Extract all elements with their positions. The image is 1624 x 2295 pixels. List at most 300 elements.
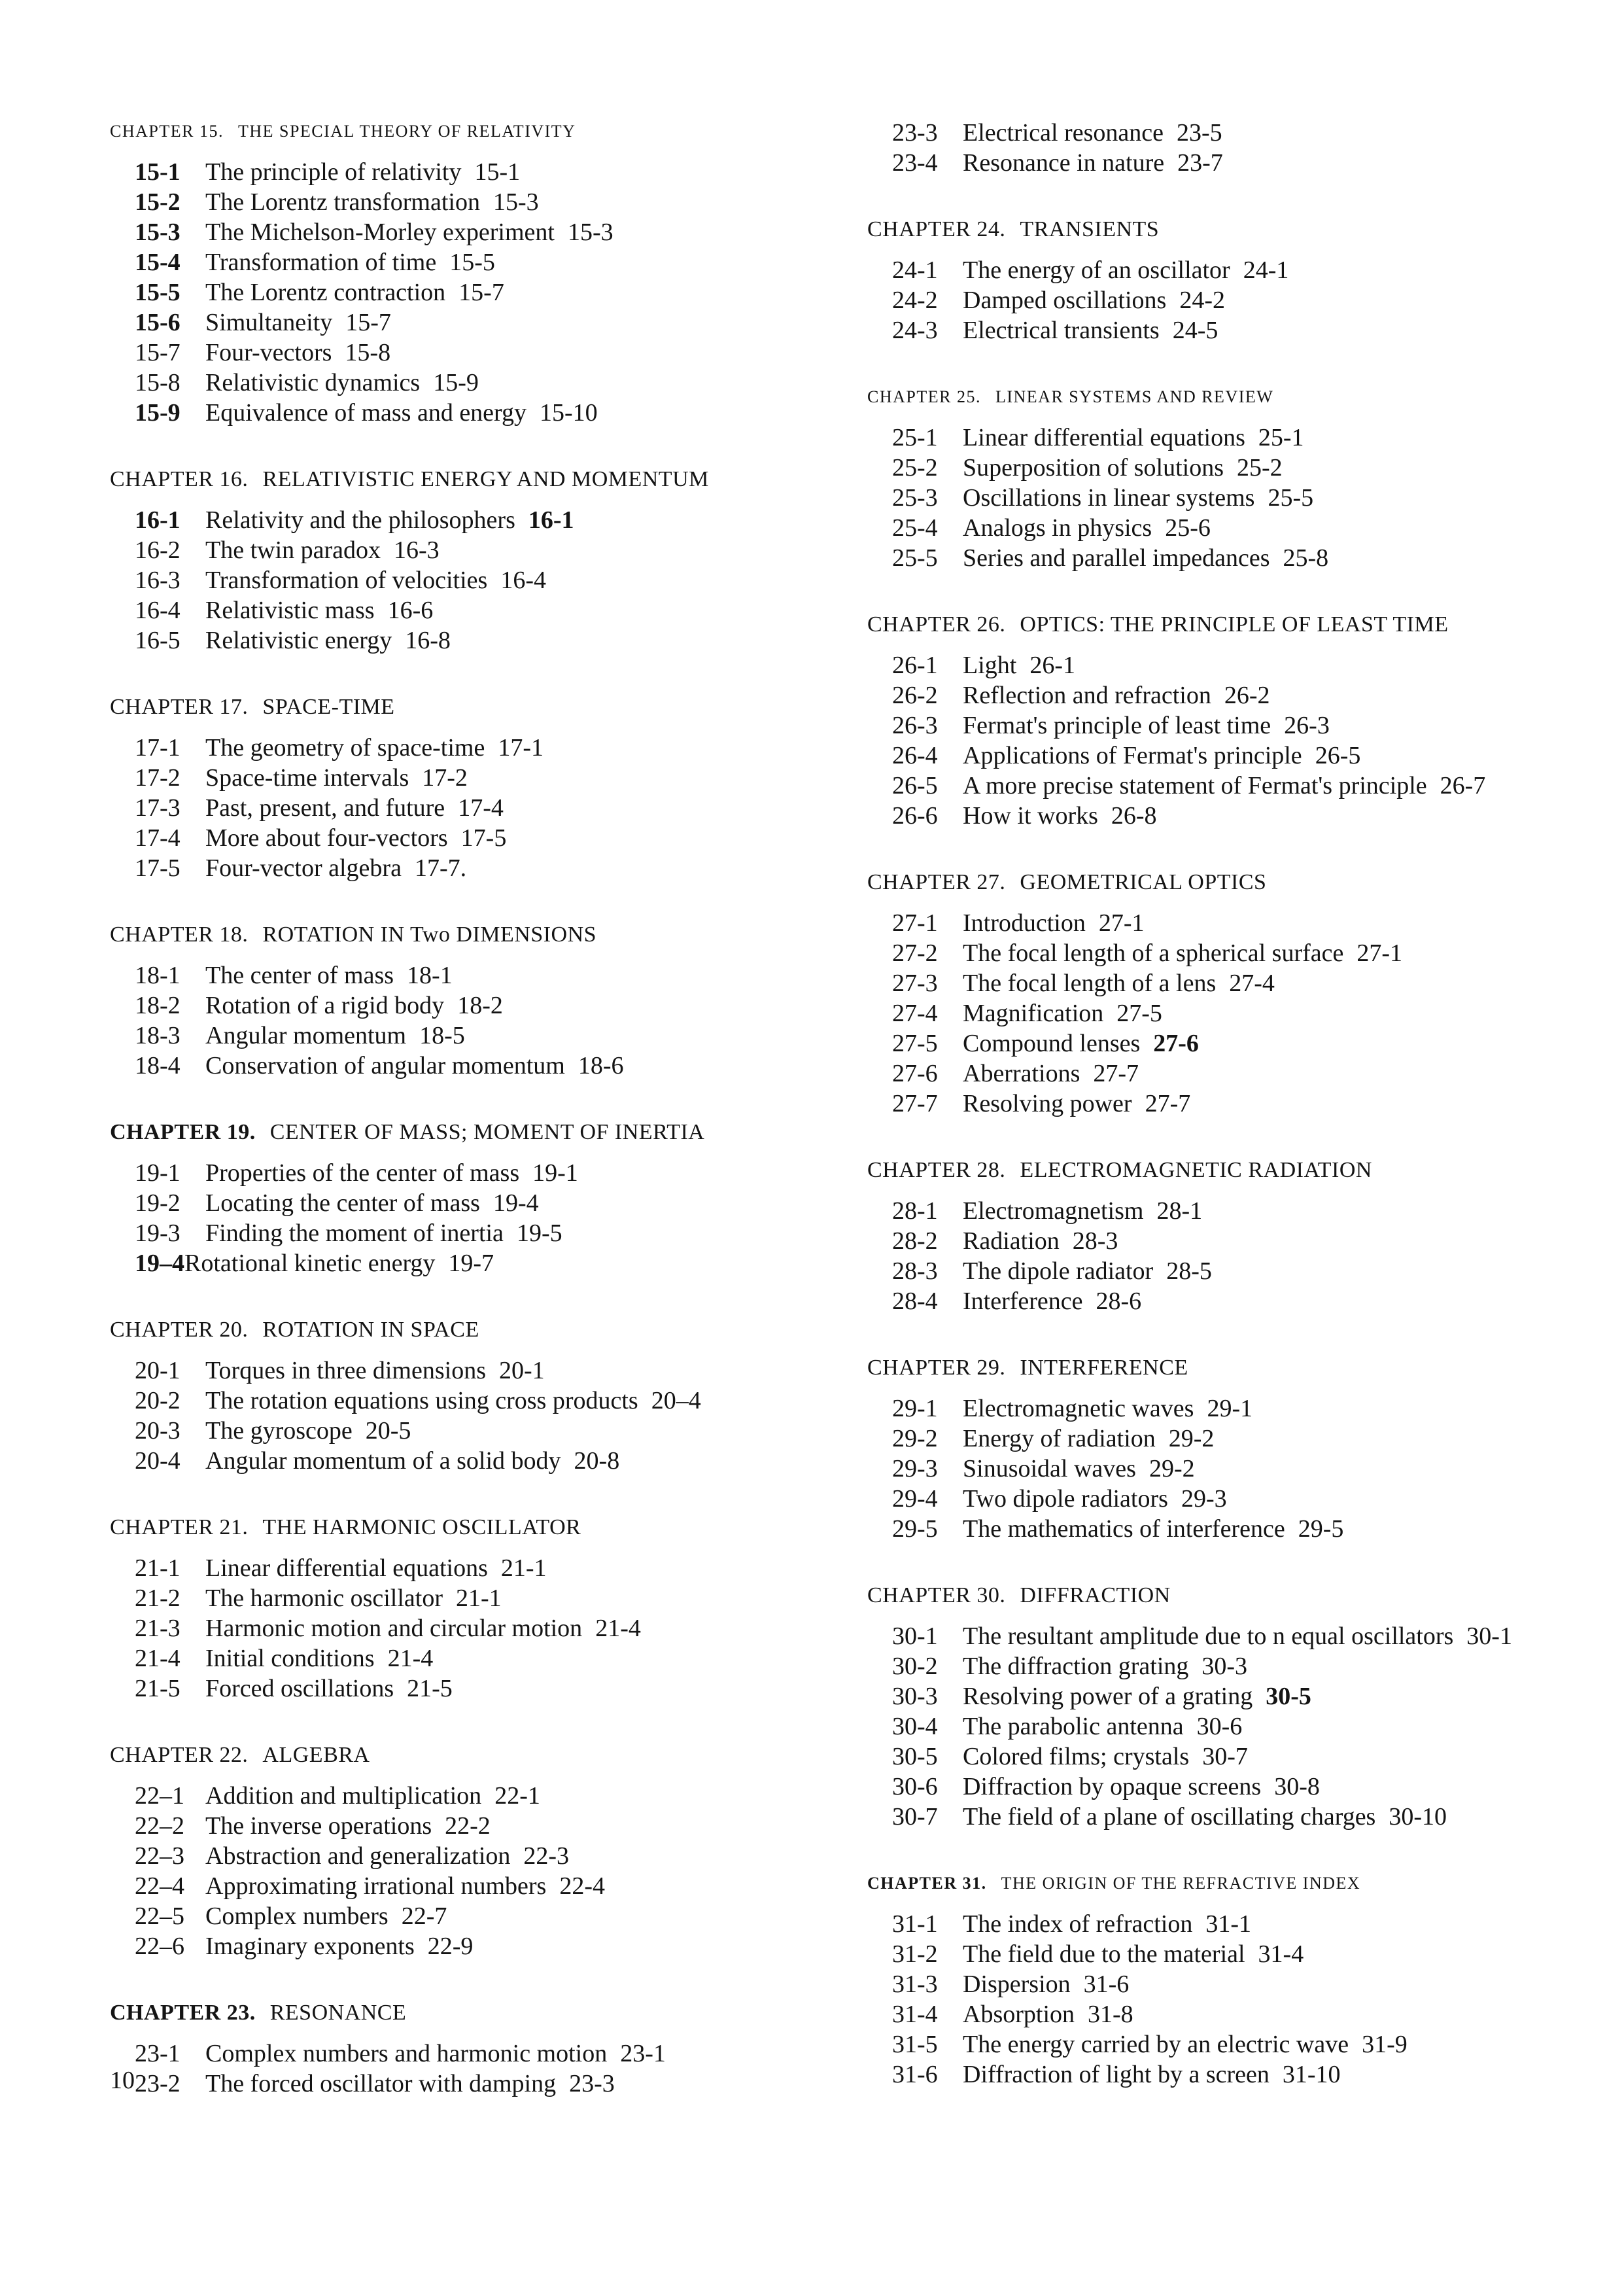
section-number: 26-5 xyxy=(892,772,938,799)
section-title: Interference xyxy=(963,1288,1083,1315)
section-page: 19-7 xyxy=(448,1250,494,1277)
section-page: 17-2 xyxy=(422,764,468,792)
section-page: 27-5 xyxy=(1116,1000,1162,1027)
section-page: 25-8 xyxy=(1283,544,1329,572)
section-title: Electrical resonance xyxy=(963,119,1164,147)
section-title: Imaginary exponents xyxy=(205,1933,415,1960)
section-title: Transformation of velocities xyxy=(205,567,488,594)
section-number: 15-7 xyxy=(135,339,181,366)
section-page: 31-10 xyxy=(1282,2061,1341,2088)
section-page: 28-1 xyxy=(1156,1197,1203,1225)
section-page: 15-10 xyxy=(540,399,598,427)
section-page: 25-2 xyxy=(1237,454,1283,482)
toc-entry xyxy=(892,1651,1624,1681)
section-number: 26-3 xyxy=(892,712,938,739)
chapter-block xyxy=(867,1582,1624,1832)
section-title: Angular momentum of a solid body xyxy=(205,1447,561,1475)
section-title: Locating the center of mass xyxy=(205,1189,480,1217)
section-title: Diffraction of light by a screen xyxy=(963,2061,1270,2088)
section-title: Transformation of time xyxy=(205,249,437,276)
section-title: The focal length of a spherical surface xyxy=(963,939,1344,967)
toc-entry xyxy=(892,1286,1624,1316)
toc-entry xyxy=(892,2059,1624,2090)
toc-entry xyxy=(892,2029,1624,2059)
section-title: Past, present, and future xyxy=(205,794,445,822)
section-page: 23-7 xyxy=(1177,149,1223,177)
toc-entry xyxy=(892,1802,1624,1832)
toc-entry xyxy=(892,771,1624,801)
section-title: Light xyxy=(963,652,1017,679)
section-number: 24-1 xyxy=(892,256,938,284)
section-number: 31-2 xyxy=(892,1940,938,1968)
section-number: 21-4 xyxy=(135,1645,181,1672)
section-list xyxy=(110,157,869,428)
toc-entry xyxy=(135,1643,869,1673)
toc-entry xyxy=(892,453,1624,483)
toc-entry xyxy=(135,217,869,247)
section-page: 22-2 xyxy=(445,1812,491,1840)
section-number: 15-2 xyxy=(135,188,181,216)
chapter-title: THE ORIGIN OF THE REFRACTIVE INDEX xyxy=(1001,1874,1361,1893)
chapter-heading xyxy=(110,693,869,721)
section-title: Four-vector algebra xyxy=(205,854,402,882)
section-title: The principle of relativity xyxy=(205,158,462,186)
section-number: 23-3 xyxy=(892,119,938,147)
toc-entry xyxy=(892,1226,1624,1256)
chapter-title: ELECTROMAGNETIC RADIATION xyxy=(1020,1158,1372,1182)
section-number: 23-1 xyxy=(135,2040,181,2067)
toc-entry xyxy=(135,187,869,217)
toc-entry xyxy=(892,1939,1624,1969)
section-title: The harmonic oscillator xyxy=(205,1585,443,1612)
section-page: 31-4 xyxy=(1258,1940,1304,1968)
section-title: The Lorentz transformation xyxy=(205,188,480,216)
chapter-title: SPACE-TIME xyxy=(262,695,395,719)
section-page: 26-1 xyxy=(1029,652,1075,679)
section-number: 15-4 xyxy=(135,249,181,276)
section-page: 15-3 xyxy=(567,219,613,246)
toc-entry xyxy=(135,1158,869,1188)
section-title: The twin paradox xyxy=(205,536,381,564)
section-title: The center of mass xyxy=(205,962,394,989)
section-number: 20-4 xyxy=(135,1447,181,1475)
toc-entry xyxy=(892,315,1624,345)
toc-entry xyxy=(135,853,869,883)
section-number: 15-8 xyxy=(135,369,181,396)
toc-entry xyxy=(892,1909,1624,1939)
toc-entry xyxy=(135,307,869,338)
section-number: 19-1 xyxy=(135,1159,181,1187)
toc-entry xyxy=(135,1386,869,1416)
section-number: 21-1 xyxy=(135,1554,181,1582)
section-page: 15-5 xyxy=(449,249,495,276)
section-title: Resolving power xyxy=(963,1090,1132,1117)
section-title: Finding the moment of inertia xyxy=(205,1219,504,1247)
section-page: 22-9 xyxy=(427,1933,474,1960)
chapter-label: CHAPTER 20. xyxy=(110,1318,249,1342)
section-page: 16-6 xyxy=(387,597,434,624)
section-title: The focal length of a lens xyxy=(963,970,1217,997)
chapter-label: CHAPTER 21. xyxy=(110,1515,249,1539)
toc-entry xyxy=(892,1969,1624,1999)
section-title: Relativistic energy xyxy=(205,627,392,654)
chapter-title: INTERFERENCE xyxy=(1020,1356,1188,1380)
chapter-label: CHAPTER 24. xyxy=(867,217,1006,241)
chapter-block xyxy=(110,693,869,883)
section-list xyxy=(110,1158,869,1278)
section-title: Superposition of solutions xyxy=(963,454,1224,482)
section-title: Electromagnetism xyxy=(963,1197,1144,1225)
section-number: 15-1 xyxy=(135,158,181,186)
section-page: 26-5 xyxy=(1315,742,1361,769)
section-page: 16-1 xyxy=(528,506,574,534)
section-page: 27-6 xyxy=(1153,1030,1199,1057)
section-title: The index of refraction xyxy=(963,1910,1193,1938)
section-number: 17-3 xyxy=(135,794,181,822)
chapter-label: CHAPTER 27. xyxy=(867,870,1006,894)
section-title: The geometry of space-time xyxy=(205,734,485,762)
section-title: Linear differential equations xyxy=(963,424,1245,451)
toc-entry xyxy=(135,1416,869,1446)
section-title: Approximating irrational numbers xyxy=(205,1872,547,1900)
chapter-label: CHAPTER 25. xyxy=(867,387,981,406)
section-list xyxy=(867,118,1624,178)
chapter-block xyxy=(110,1514,869,1704)
section-number: 31-1 xyxy=(892,1910,938,1938)
section-page: 30-1 xyxy=(1466,1622,1512,1650)
section-page: 30-7 xyxy=(1202,1743,1248,1770)
section-page: 17-7. xyxy=(414,854,467,882)
section-number: 29-1 xyxy=(892,1395,938,1422)
toc-entry xyxy=(135,1218,869,1248)
chapter-heading xyxy=(110,118,869,145)
section-number: 25-1 xyxy=(892,424,938,451)
section-number: 25-3 xyxy=(892,484,938,512)
section-number: 16-1 xyxy=(135,506,181,534)
toc-entry xyxy=(892,513,1624,543)
toc-entry xyxy=(892,483,1624,513)
chapter-label: CHAPTER 22. xyxy=(110,1743,249,1767)
chapter-label: CHAPTER 29. xyxy=(867,1356,1006,1380)
chapter-heading xyxy=(110,466,869,493)
chapter-block xyxy=(867,1157,1624,1316)
section-page: 18-2 xyxy=(457,992,503,1019)
section-list xyxy=(110,1356,869,1476)
section-page: 30-3 xyxy=(1201,1653,1248,1680)
section-number: 30-5 xyxy=(892,1743,938,1770)
section-number: 28-3 xyxy=(892,1257,938,1285)
toc-entry xyxy=(892,998,1624,1028)
section-title: Energy of radiation xyxy=(963,1425,1156,1452)
toc-entry xyxy=(135,1613,869,1643)
section-number: 31-4 xyxy=(892,2001,938,2028)
toc-entry xyxy=(135,823,869,853)
section-number: 18-3 xyxy=(135,1022,181,1049)
section-page: 30-6 xyxy=(1196,1713,1243,1740)
toc-entry xyxy=(135,990,869,1021)
section-title: The energy carried by an electric wave xyxy=(963,2031,1349,2058)
toc-entry xyxy=(135,398,869,428)
section-list xyxy=(867,1393,1624,1544)
chapter-title: CENTER OF MASS; MOMENT OF INERTIA xyxy=(269,1120,705,1144)
chapter-title: GEOMETRICAL OPTICS xyxy=(1020,870,1267,894)
section-title: The gyroscope xyxy=(205,1417,353,1445)
toc-entry xyxy=(135,625,869,656)
toc-entry xyxy=(135,1248,869,1278)
section-page: 18-5 xyxy=(419,1022,465,1049)
toc-entry xyxy=(892,908,1624,938)
toc-entry xyxy=(892,1621,1624,1651)
section-page: 21-1 xyxy=(456,1585,502,1612)
chapter-heading xyxy=(110,921,869,949)
section-number: 15-6 xyxy=(135,309,181,336)
chapter-title: TRANSIENTS xyxy=(1020,217,1160,241)
section-title: The dipole radiator xyxy=(963,1257,1154,1285)
toc-entry xyxy=(892,118,1624,148)
section-number: 30-4 xyxy=(892,1713,938,1740)
toc-entry xyxy=(892,1424,1624,1454)
section-page: 17-4 xyxy=(458,794,504,822)
chapter-heading xyxy=(110,1119,869,1146)
section-title: Relativistic dynamics xyxy=(205,369,421,396)
section-number: 17-4 xyxy=(135,824,181,852)
toc-entry xyxy=(135,247,869,277)
chapter-label: CHAPTER 30. xyxy=(867,1583,1006,1607)
toc-entry xyxy=(135,505,869,535)
chapter-title: LINEAR SYSTEMS AND REVIEW xyxy=(995,387,1274,406)
section-number: 16-3 xyxy=(135,567,181,594)
section-page: 20-5 xyxy=(365,1417,411,1445)
section-number: 16-2 xyxy=(135,536,181,564)
section-page: 23-1 xyxy=(620,2040,666,2067)
chapter-title: ALGEBRA xyxy=(262,1743,370,1767)
toc-entry xyxy=(892,1772,1624,1802)
section-page: 17-5 xyxy=(460,824,507,852)
section-page: 17-1 xyxy=(498,734,544,762)
section-title: Damped oscillations xyxy=(963,287,1167,314)
section-number: 15-3 xyxy=(135,219,181,246)
chapter-heading xyxy=(110,1514,869,1541)
section-title: Electromagnetic waves xyxy=(963,1395,1194,1422)
section-page: 24-2 xyxy=(1179,287,1225,314)
section-page: 15-7 xyxy=(458,279,504,306)
toc-entry xyxy=(892,255,1624,285)
section-number: 28-2 xyxy=(892,1227,938,1255)
section-page: 21-1 xyxy=(500,1554,547,1582)
section-title: Addition and multiplication xyxy=(205,1782,482,1810)
chapter-title: THE SPECIAL THEORY OF RELATIVITY xyxy=(237,122,576,141)
section-number: 24-2 xyxy=(892,287,938,314)
section-page: 21-4 xyxy=(595,1615,641,1642)
chapter-block xyxy=(110,1316,869,1476)
section-title: Magnification xyxy=(963,1000,1104,1027)
section-page: 25-6 xyxy=(1165,514,1211,542)
section-page: 24-1 xyxy=(1243,256,1289,284)
section-title: Oscillations in linear systems xyxy=(963,484,1255,512)
section-number: 16-4 xyxy=(135,597,181,624)
chapter-label: CHAPTER 28. xyxy=(867,1158,1006,1182)
section-title: Complex numbers and harmonic motion xyxy=(205,2040,608,2067)
section-page: 27-1 xyxy=(1098,909,1145,937)
toc-entry xyxy=(892,680,1624,710)
toc-entry xyxy=(892,543,1624,573)
toc-entry xyxy=(135,763,869,793)
toc-entry xyxy=(892,148,1624,178)
section-title: Resonance in nature xyxy=(963,149,1165,177)
section-number: 30-6 xyxy=(892,1773,938,1800)
section-number: 31-3 xyxy=(892,1971,938,1998)
chapter-block xyxy=(110,921,869,1081)
section-title: Compound lenses xyxy=(963,1030,1141,1057)
section-list xyxy=(110,1781,869,1961)
chapter-heading xyxy=(110,1742,869,1769)
chapter-block xyxy=(867,611,1624,831)
section-page: 29-1 xyxy=(1207,1395,1253,1422)
section-page: 22-4 xyxy=(559,1872,605,1900)
section-title: Electrical transients xyxy=(963,317,1160,344)
toc-entry xyxy=(135,535,869,565)
section-title: Torques in three dimensions xyxy=(205,1357,486,1384)
chapter-title: THE HARMONIC OSCILLATOR xyxy=(262,1515,581,1539)
section-page: 26-8 xyxy=(1111,802,1157,830)
section-title: Rotational kinetic energy xyxy=(184,1250,436,1277)
section-page: 24-5 xyxy=(1172,317,1218,344)
section-title: A more precise statement of Fermat's principle xyxy=(963,772,1427,799)
section-page: 27-4 xyxy=(1229,970,1275,997)
section-page: 23-3 xyxy=(569,2070,615,2097)
toc-entry xyxy=(892,968,1624,998)
chapter-title: RELATIVISTIC ENERGY AND MOMENTUM xyxy=(262,467,709,491)
chapter-label: CHAPTER 17. xyxy=(110,695,249,719)
section-list xyxy=(867,908,1624,1119)
chapter-heading xyxy=(867,1582,1624,1609)
toc-entry xyxy=(892,741,1624,771)
toc-entry xyxy=(892,1393,1624,1424)
section-list xyxy=(867,255,1624,345)
section-page: 30-5 xyxy=(1266,1683,1311,1710)
section-number: 22–6 xyxy=(135,1933,184,1960)
section-page: 16-4 xyxy=(500,567,546,594)
section-number: 27-4 xyxy=(892,1000,938,1027)
toc-entry xyxy=(135,1781,869,1811)
section-title: The forced oscillator with damping xyxy=(205,2070,557,2097)
chapter-title: RESONANCE xyxy=(269,2001,407,2025)
section-number: 22–4 xyxy=(135,1872,184,1900)
section-number: 19-3 xyxy=(135,1219,181,1247)
section-number: 25-2 xyxy=(892,454,938,482)
toc-entry xyxy=(892,285,1624,315)
section-number: 22–5 xyxy=(135,1902,184,1930)
section-page: 31-9 xyxy=(1362,2031,1408,2058)
toc-entry xyxy=(135,2069,869,2099)
section-title: The inverse operations xyxy=(205,1812,432,1840)
section-title: Angular momentum xyxy=(205,1022,407,1049)
section-page: 15-8 xyxy=(345,339,391,366)
section-title: Resolving power of a grating xyxy=(963,1683,1253,1710)
section-title: The energy of an oscillator xyxy=(963,256,1230,284)
section-title: The diffraction grating xyxy=(963,1653,1189,1680)
section-page: 26-3 xyxy=(1284,712,1330,739)
toc-entry xyxy=(892,650,1624,680)
section-title: Diffraction by opaque screens xyxy=(963,1773,1262,1800)
toc-entry xyxy=(135,1446,869,1476)
section-title: Simultaneity xyxy=(205,309,333,336)
section-page: 27-7 xyxy=(1093,1060,1139,1087)
section-number: 18-4 xyxy=(135,1052,181,1079)
section-number: 27-2 xyxy=(892,939,938,967)
section-number: 23-2 xyxy=(135,2070,181,2097)
chapter-title: OPTICS: THE PRINCIPLE OF LEAST TIME xyxy=(1020,612,1449,637)
chapter-block xyxy=(110,1119,869,1278)
section-number: 18-1 xyxy=(135,962,181,989)
toc-entry xyxy=(892,1681,1624,1711)
section-number: 21-2 xyxy=(135,1585,181,1612)
toc-entry xyxy=(892,1256,1624,1286)
toc-entry xyxy=(892,1089,1624,1119)
chapter-block xyxy=(867,869,1624,1119)
section-page: 30-10 xyxy=(1389,1803,1447,1831)
toc-entry xyxy=(135,1871,869,1901)
section-title: The Lorentz contraction xyxy=(205,279,446,306)
chapter-block xyxy=(867,383,1624,573)
chapter-label: CHAPTER 31. xyxy=(867,1874,987,1893)
section-number: 21-3 xyxy=(135,1615,181,1642)
section-page: 29-5 xyxy=(1298,1515,1344,1543)
section-number: 30-2 xyxy=(892,1653,938,1680)
section-number: 27-6 xyxy=(892,1060,938,1087)
toc-entry xyxy=(135,1901,869,1931)
section-number: 27-1 xyxy=(892,909,938,937)
toc-entry xyxy=(135,1553,869,1583)
section-title: Reflection and refraction xyxy=(963,682,1211,709)
section-page: 29-2 xyxy=(1168,1425,1215,1452)
section-list xyxy=(867,1196,1624,1316)
section-list xyxy=(110,1553,869,1704)
section-page: 22-7 xyxy=(401,1902,447,1930)
toc-entry xyxy=(892,1454,1624,1484)
section-number: 22–2 xyxy=(135,1812,184,1840)
section-title: The parabolic antenna xyxy=(963,1713,1184,1740)
section-title: Complex numbers xyxy=(205,1902,389,1930)
section-number: 15-5 xyxy=(135,279,181,306)
chapter-label: CHAPTER 15. xyxy=(110,122,224,141)
section-page: 28-3 xyxy=(1072,1227,1118,1255)
section-list xyxy=(110,2039,869,2099)
chapter-label: CHAPTER 23. xyxy=(110,2001,256,2025)
section-page: 31-8 xyxy=(1088,2001,1133,2028)
section-number: 30-3 xyxy=(892,1683,938,1710)
toc-entry xyxy=(135,1021,869,1051)
toc-entry xyxy=(135,1583,869,1613)
chapter-title: DIFFRACTION xyxy=(1020,1583,1171,1607)
section-title: Harmonic motion and circular motion xyxy=(205,1615,583,1642)
section-page: 20-1 xyxy=(498,1357,545,1384)
section-number: 21-5 xyxy=(135,1675,181,1702)
section-page: 31-6 xyxy=(1083,1971,1130,1998)
section-number: 18-2 xyxy=(135,992,181,1019)
section-page: 22-1 xyxy=(494,1782,540,1810)
section-number: 25-4 xyxy=(892,514,938,542)
section-page: 26-7 xyxy=(1440,772,1486,799)
section-number: 22–1 xyxy=(135,1782,184,1810)
section-title: More about four-vectors xyxy=(205,824,448,852)
toc-entry xyxy=(892,1059,1624,1089)
section-number: 27-7 xyxy=(892,1090,938,1117)
section-page: 31-1 xyxy=(1205,1910,1251,1938)
section-page: 15-9 xyxy=(433,369,479,396)
section-title: Fermat's principle of least time xyxy=(963,712,1271,739)
section-number: 27-5 xyxy=(892,1030,938,1057)
